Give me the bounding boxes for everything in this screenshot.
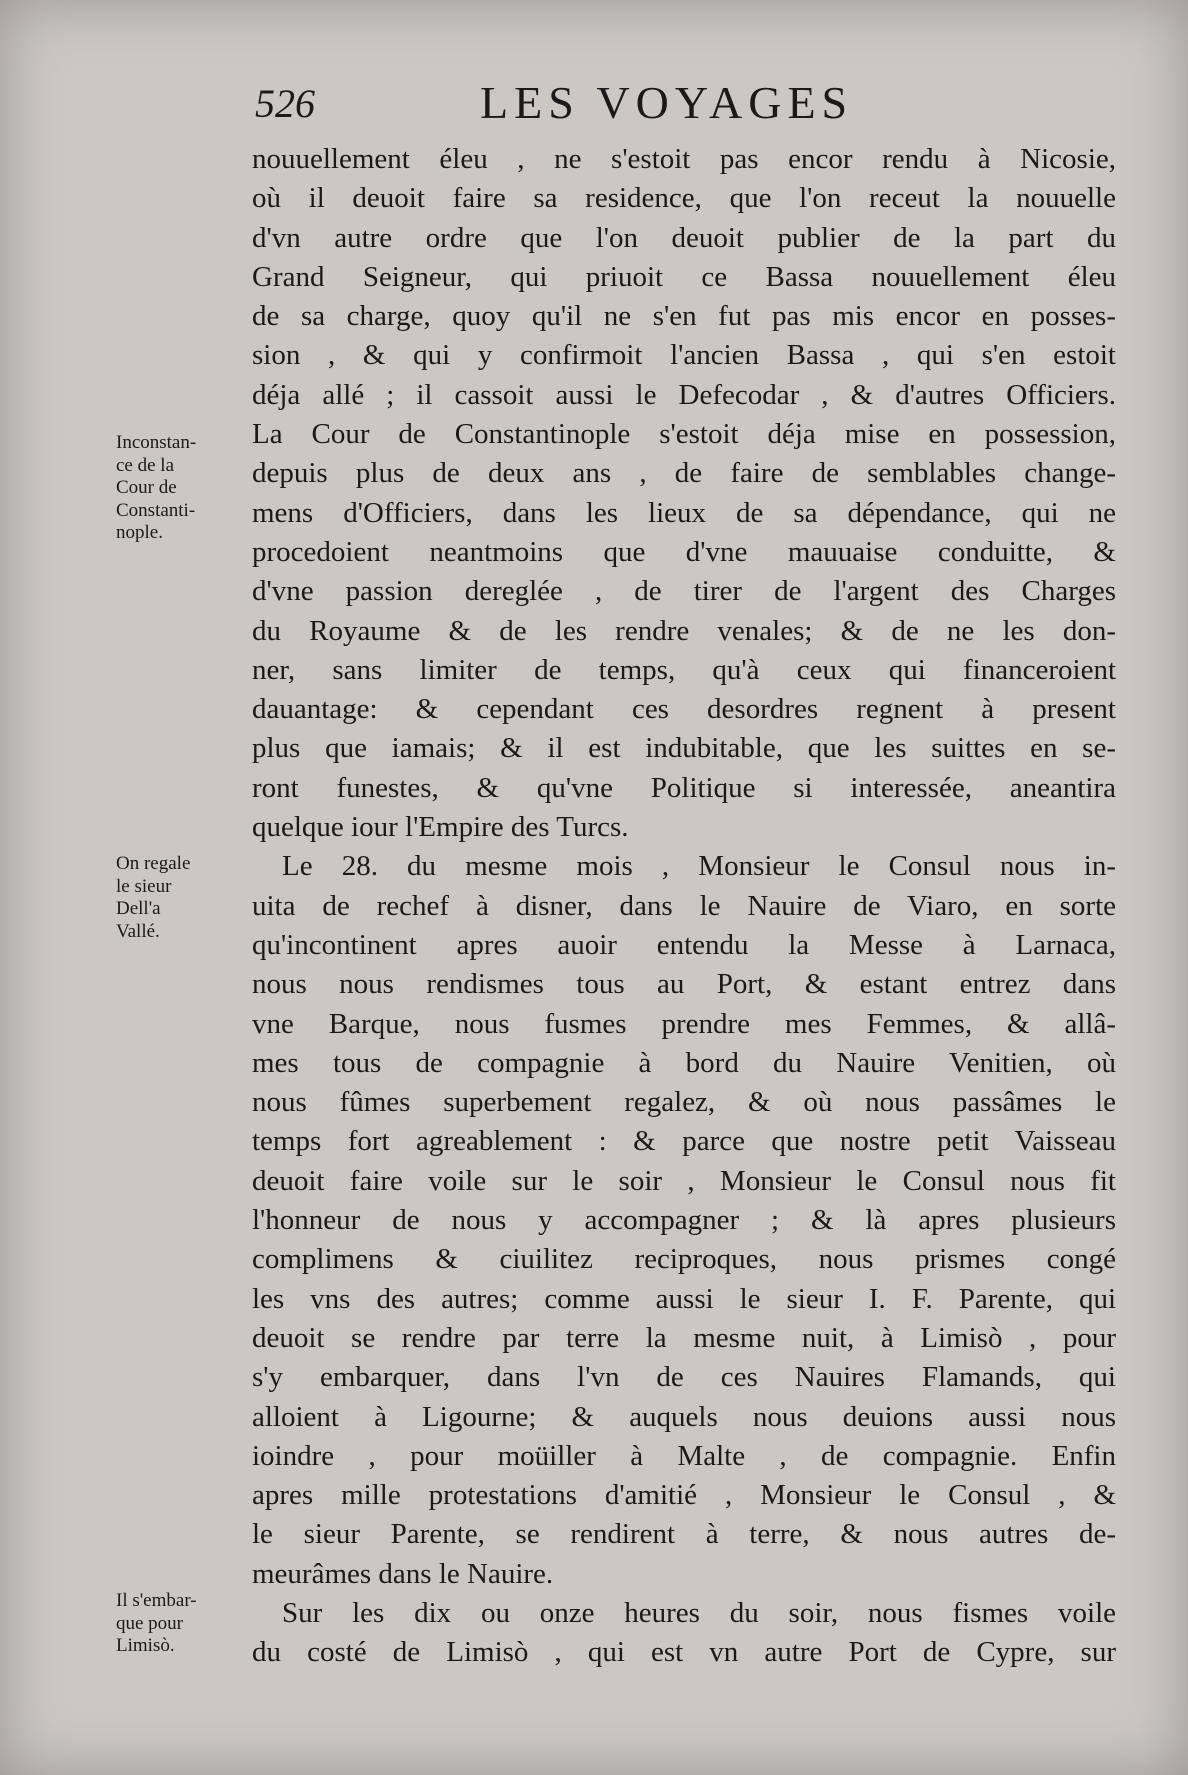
page-number: 526 <box>255 81 315 126</box>
margin-note-line: Il s'embar- <box>116 1590 197 1611</box>
text-line: alloient à Ligourne; & auquels nous deuions aussi nous <box>252 1400 1116 1433</box>
text-line: le sieur Parente, se rendirent à terre, & nous autres de- <box>252 1518 1116 1551</box>
text-line: depuis plus de deux ans , de faire de semblables change- <box>252 457 1116 490</box>
margin-note-line: nople. <box>116 522 163 543</box>
text-line: Sur les dix ou onze heures du soir, nous fismes voile <box>282 1596 1116 1629</box>
margin-note-line: On regale <box>116 853 191 874</box>
text-line: mens d'Officiers, dans les lieux de sa dépendance, qui ne <box>252 496 1116 529</box>
text-line: sion , & qui y confirmoit l'ancien Bassa , qui s'en estoit <box>252 339 1116 372</box>
text-line: s'y embarquer, dans l'vn de ces Nauires Flamands, qui <box>252 1361 1116 1394</box>
text-line: uita de rechef à disner, dans le Nauire de Viaro, en sorte <box>252 889 1116 922</box>
text-line: ner, sans limiter de temps, qu'à ceux qui financeroient <box>252 653 1116 686</box>
margin-note-line: Vallé. <box>116 920 160 942</box>
text-line: La Cour de Constantinople s'estoit déja mise en possession, <box>252 418 1116 451</box>
margin-note-embarque <box>116 1590 244 1658</box>
text-line: Le 28. du mesme mois , Monsieur le Consul nous in- <box>282 850 1116 883</box>
text-line: deuoit faire voile sur le soir , Monsieur le Consul nous fit <box>252 1164 1116 1197</box>
text-line: d'vn autre ordre que l'on deuoit publier de la part du <box>252 221 1116 254</box>
margin-note-inconstance <box>116 432 244 545</box>
text-line: les vns des autres; comme aussi le sieur I. F. Parente, qui <box>252 1282 1116 1315</box>
text-line: apres mille protestations d'amitié , Monsieur le Consul , & <box>252 1479 1116 1512</box>
running-title: LES VOYAGES <box>480 77 854 128</box>
text-line: nous fûmes superbement regalez, & où nous passâmes le <box>252 1086 1116 1119</box>
margin-note-line: Constanti- <box>116 499 196 521</box>
margin-note-line: que pour <box>116 1612 184 1634</box>
text-line: meurâmes dans le Nauire. <box>252 1557 554 1590</box>
text-line: l'honneur de nous y accompagner ; & là apres plusieurs <box>252 1204 1116 1237</box>
margin-note-line: Inconstan- <box>116 432 197 453</box>
text-line: procedoient neantmoins que d'vne mauuaise conduitte, & <box>252 535 1116 568</box>
text-line: qu'incontinent apres auoir entendu la Messe à Larnaca, <box>252 928 1116 961</box>
text-line: du costé de Limisò , qui est vn autre Port de Cypre, sur <box>252 1636 1116 1669</box>
text-line: ront funestes, & qu'vne Politique si interessée, aneantira <box>252 771 1116 804</box>
text-line: déja allé ; il cassoit aussi le Defecodar , & d'autres Officiers. <box>252 378 1116 411</box>
text-line: d'vne passion dereglée , de tirer de l'argent des Charges <box>252 575 1116 608</box>
margin-note-line: Dell'a <box>116 898 161 919</box>
margin-note-line: ce de la <box>116 454 175 476</box>
body-text <box>252 140 1116 1673</box>
text-line: mes tous de compagnie à bord du Nauire Venitien, où <box>252 1046 1116 1079</box>
text-line: nouuellement éleu , ne s'estoit pas encor rendu à Nicosie, <box>252 143 1116 175</box>
text-line: où il deuoit faire sa residence, que l'on receut la nouuelle <box>252 182 1116 215</box>
text-line: deuoit se rendre par terre la mesme nuit, à Limisò , pour <box>252 1321 1116 1354</box>
page-header <box>255 77 1115 136</box>
text-line: quelque iour l'Empire des Turcs. <box>252 811 629 844</box>
margin-note-line: le sieur <box>116 875 172 897</box>
text-line: complimens & ciuilitez reciproques, nous prismes congé <box>252 1243 1116 1276</box>
text-line: Grand Seigneur, qui priuoit ce Bassa nouuellement éleu <box>252 260 1116 293</box>
text-line: vne Barque, nous fusmes prendre mes Femmes, & allâ- <box>252 1007 1116 1040</box>
margin-note-line: Cour de <box>116 477 177 498</box>
text-line: temps fort agreablement : & parce que nostre petit Vaisseau <box>252 1125 1116 1158</box>
text-line: plus que iamais; & il est indubitable, que les suittes en se- <box>252 732 1116 765</box>
text-line: nous nous rendismes tous au Port, & estant entrez dans <box>252 968 1116 1001</box>
text-line: ioindre , pour moüiller à Malte , de compagnie. Enfin <box>252 1439 1116 1472</box>
text-line: du Royaume & de les rendre venales; & de ne les don- <box>252 614 1116 647</box>
text-line: dauantage: & cependant ces desordres regnent à present <box>252 693 1116 726</box>
margin-note-regale <box>116 853 244 943</box>
margin-note-line: Limisò. <box>116 1635 175 1656</box>
text-line: de sa charge, quoy qu'il ne s'en fut pas mis encor en posses- <box>252 300 1116 333</box>
